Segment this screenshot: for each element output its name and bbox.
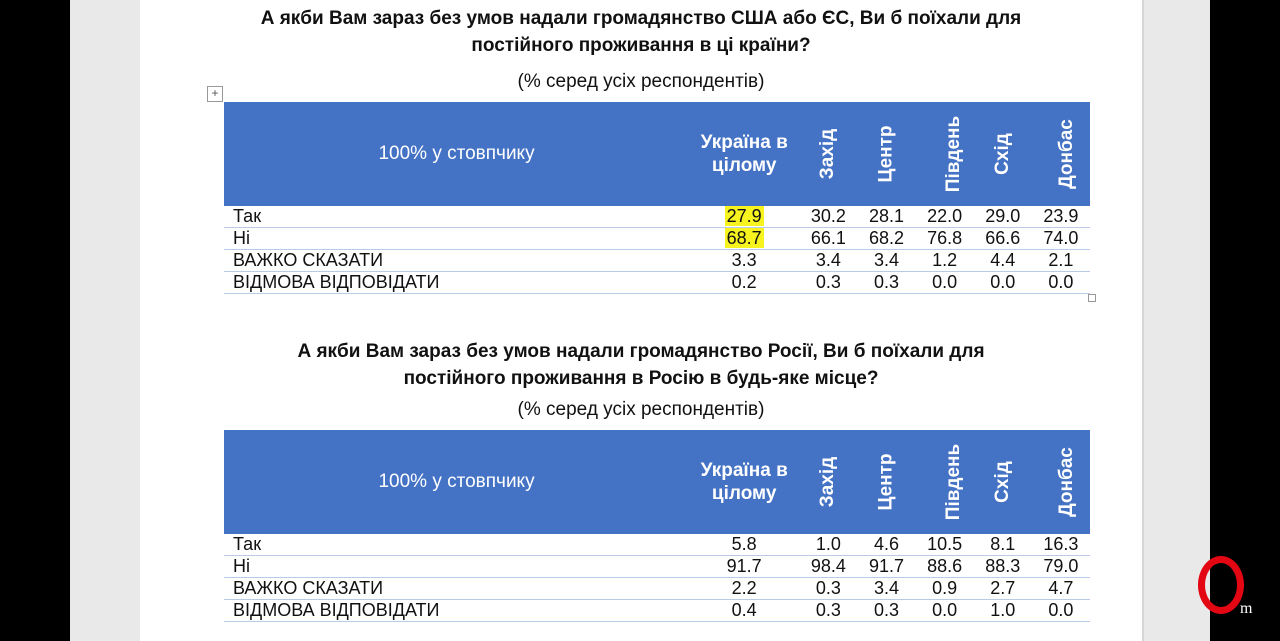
header-center: Центр [857, 102, 915, 206]
cell-total: 2.2 [689, 578, 799, 600]
table2 [224, 430, 1090, 622]
row-label: ВІДМОВА ВІДПОВІДАТИ [224, 600, 689, 622]
header-west: Захід [799, 102, 857, 206]
cell-total: 5.8 [689, 534, 799, 556]
cell-total [689, 206, 799, 228]
table1-title-line2: постійного проживання в ці країни? [471, 35, 811, 56]
cell-donbas: 23.9 [1032, 206, 1090, 228]
header-ukraine-total [689, 430, 799, 534]
cell-center: 91.7 [857, 556, 915, 578]
cell-total: 0.4 [689, 600, 799, 622]
table1 [224, 102, 1090, 294]
cell-east: 4.4 [974, 250, 1032, 272]
header-east: Схід [974, 430, 1032, 534]
table-row [224, 250, 1090, 272]
header-south: Південь [916, 102, 974, 206]
cell-west: 0.3 [799, 600, 857, 622]
cell-donbas: 4.7 [1032, 578, 1090, 600]
cell-east: 88.3 [974, 556, 1032, 578]
header-east: Схід [974, 102, 1032, 206]
cell-donbas: 74.0 [1032, 228, 1090, 250]
cell-center: 3.4 [857, 250, 915, 272]
cell-total: 0.2 [689, 272, 799, 294]
table-row [224, 600, 1090, 622]
cell-total: 91.7 [689, 556, 799, 578]
table-row [224, 556, 1090, 578]
header-total-line1: Україна в [700, 132, 788, 153]
cell-west: 1.0 [799, 534, 857, 556]
table-row [224, 206, 1090, 228]
cell-east: 8.1 [974, 534, 1032, 556]
row-label: ВАЖКО СКАЗАТИ [224, 250, 689, 272]
row-label: ВАЖКО СКАЗАТИ [224, 578, 689, 600]
cell-east: 66.6 [974, 228, 1032, 250]
cell-donbas: 2.1 [1032, 250, 1090, 272]
cell-donbas: 79.0 [1032, 556, 1090, 578]
cell-center: 0.3 [857, 272, 915, 294]
cell-total [689, 228, 799, 250]
cell-west: 0.3 [799, 272, 857, 294]
table-resize-handle[interactable] [1088, 294, 1096, 302]
cell-west: 98.4 [799, 556, 857, 578]
page-edge [1142, 0, 1144, 641]
channel-logo [1196, 556, 1260, 620]
header-total-line2: цілому [711, 483, 777, 504]
cell-south: 0.0 [916, 272, 974, 294]
cell-center: 4.6 [857, 534, 915, 556]
logo-suffix: m [1240, 600, 1253, 617]
cell-center: 3.4 [857, 578, 915, 600]
cell-east: 29.0 [974, 206, 1032, 228]
row-label: ВІДМОВА ВІДПОВІДАТИ [224, 272, 689, 294]
cell-west: 3.4 [799, 250, 857, 272]
header-label: 100% у стовпчику [224, 102, 689, 206]
table1-title-line1: А якби Вам зараз без умов надали громадянство США або ЄС, Ви б поїхали для [260, 8, 1022, 29]
header-donbas: Донбас [1032, 430, 1090, 534]
cell-east: 2.7 [974, 578, 1032, 600]
header-ukraine-total [689, 102, 799, 206]
table-row [224, 578, 1090, 600]
cell-south: 88.6 [916, 556, 974, 578]
table-move-handle-icon[interactable]: + [207, 86, 223, 102]
table-row [224, 534, 1090, 556]
header-donbas: Донбас [1032, 102, 1090, 206]
cell-south: 0.0 [916, 600, 974, 622]
row-label: Ні [224, 556, 689, 578]
cell-east: 0.0 [974, 272, 1032, 294]
cell-donbas: 0.0 [1032, 272, 1090, 294]
cell-west: 66.1 [799, 228, 857, 250]
cell-east: 1.0 [974, 600, 1032, 622]
cell-south: 22.0 [916, 206, 974, 228]
cell-west: 30.2 [799, 206, 857, 228]
header-total-line1: Україна в [700, 460, 788, 481]
cell-donbas: 0.0 [1032, 600, 1090, 622]
table1-title [140, 5, 1142, 59]
highlighted-value: 68.7 [726, 228, 762, 248]
cell-center: 28.1 [857, 206, 915, 228]
table2-title-line1: А якби Вам зараз без умов надали громадянство Росії, Ви б поїхали для [297, 341, 985, 362]
cell-west: 0.3 [799, 578, 857, 600]
table2-title-line2: постійного проживання в Росію в будь-яке місце? [403, 368, 879, 389]
cell-center: 0.3 [857, 600, 915, 622]
table1-subtitle: (% серед усіх респондентів) [517, 71, 765, 92]
highlighted-value: 27.9 [726, 206, 762, 226]
row-label: Так [224, 206, 689, 228]
header-total-line2: цілому [711, 155, 777, 176]
table2-title [140, 338, 1142, 392]
cell-south: 1.2 [916, 250, 974, 272]
header-center: Центр [857, 430, 915, 534]
table2-subtitle: (% серед усіх респондентів) [517, 399, 765, 420]
table-row [224, 228, 1090, 250]
cell-south: 76.8 [916, 228, 974, 250]
row-label: Ні [224, 228, 689, 250]
header-label: 100% у стовпчику [224, 430, 689, 534]
header-south: Південь [916, 430, 974, 534]
table-row [224, 272, 1090, 294]
logo-o-ring [1198, 556, 1244, 614]
cell-center: 68.2 [857, 228, 915, 250]
row-label: Так [224, 534, 689, 556]
cell-south: 10.5 [916, 534, 974, 556]
cell-total: 3.3 [689, 250, 799, 272]
cell-donbas: 16.3 [1032, 534, 1090, 556]
header-west: Захід [799, 430, 857, 534]
cell-south: 0.9 [916, 578, 974, 600]
